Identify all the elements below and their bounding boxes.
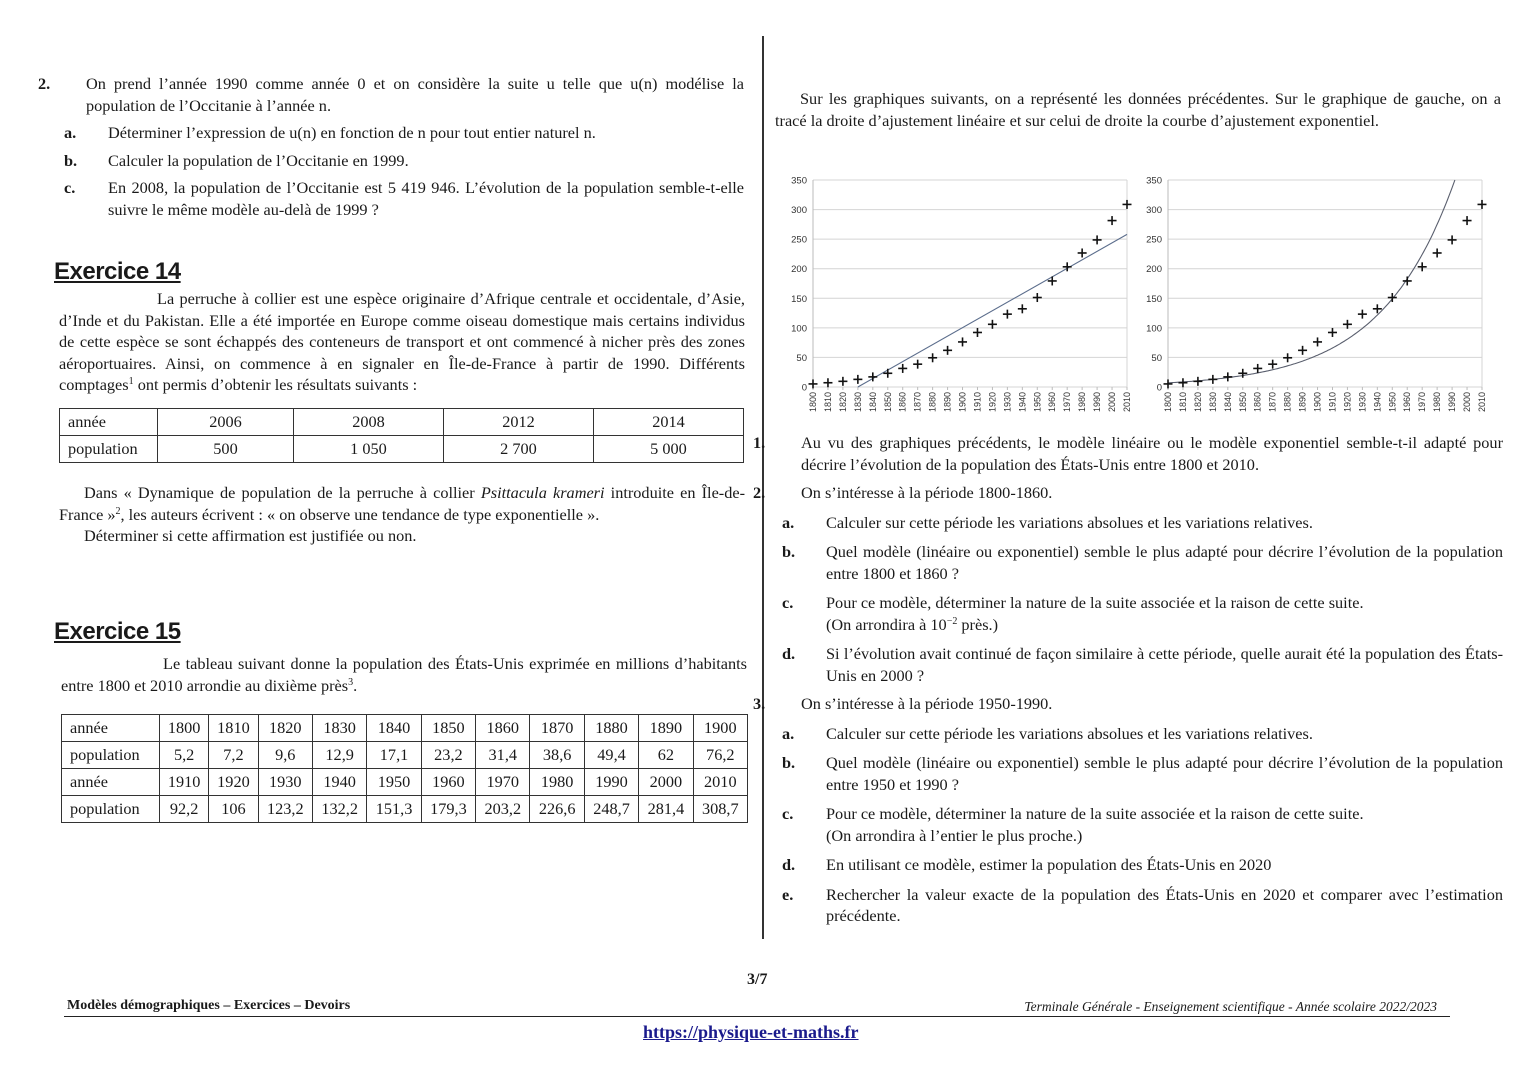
footer-course-info: Terminale Générale - Enseignement scientifique - Année scolaire 2022/2023: [1024, 999, 1437, 1014]
svg-text:2010: 2010: [1477, 392, 1487, 413]
exercise14-intro: La perruche à collier est une espèce originaire d’Afrique centrale et occidentale, d’Asie, d’Inde et du Pakistan. Elle a été importée en Europe comme oiseau domestique mais certains individus de cette espèce se sont échappés des conteneurs de transport et ont commencé à nicher près des zones aéroportuaires. Ainsi, on commence à en signaler en Île-de-France à partir de 1990. Différents comptages$^1$ ont permis d’obtenir les résultats suivants :: [59, 289, 745, 394]
table-cell: 308,7: [693, 796, 747, 823]
svg-text:300: 300: [791, 205, 807, 217]
table-cell: 38,6: [530, 742, 584, 769]
table-cell: 49,4: [584, 742, 638, 769]
svg-text:300: 300: [1146, 205, 1162, 217]
svg-text:50: 50: [1151, 352, 1162, 364]
table-cell: 2000: [639, 769, 693, 796]
table-cell: 1990: [584, 769, 638, 796]
svg-text:1820: 1820: [837, 392, 848, 413]
table-cell: 106: [209, 796, 258, 823]
question-number: 1.: [753, 433, 766, 452]
table-cell: 7,2: [209, 742, 258, 769]
table-row: année 2006 2008 2012 2014: [60, 409, 744, 436]
question-3: 3. On s’intéresse à la période 1950-1990.: [753, 694, 1053, 713]
table-cell: 1960: [421, 769, 475, 796]
table-cell: 1900: [693, 715, 747, 742]
table-cell: 1830: [312, 715, 366, 742]
table-cell: 132,2: [312, 796, 366, 823]
svg-text:150: 150: [791, 293, 807, 305]
svg-text:2010: 2010: [1122, 392, 1132, 413]
table-cell: 1820: [258, 715, 312, 742]
table-cell: 1920: [209, 769, 258, 796]
svg-text:1830: 1830: [1207, 392, 1218, 413]
question-1: 1. Au vu des graphiques précédents, le modèle linéaire ou le modèle exponentiel semble-t-il adapté pour décrire l’évolution de la population des États-Unis entre 1800 et 2010.: [753, 433, 1503, 474]
table-cell: 1810: [209, 715, 258, 742]
footer-divider: [64, 1016, 1450, 1017]
svg-text:1870: 1870: [912, 392, 923, 413]
question-number: 2.: [753, 483, 766, 502]
row-label: année: [62, 769, 160, 796]
sub-question: d. En utilisant ce modèle, estimer la population des États-Unis en 2020: [782, 855, 1272, 874]
table-cell: 1840: [367, 715, 421, 742]
svg-text:1900: 1900: [1312, 392, 1323, 413]
svg-text:50: 50: [796, 352, 807, 364]
exercise14-title: Exercice 14: [54, 258, 181, 285]
footer-document-title: Modèles démographiques – Exercices – Devoirs: [67, 998, 351, 1013]
table-cell: 179,3: [421, 796, 475, 823]
svg-text:1840: 1840: [1222, 392, 1233, 413]
table-cell: 31,4: [476, 742, 530, 769]
svg-text:1910: 1910: [1327, 392, 1338, 413]
svg-text:350: 350: [791, 175, 807, 187]
table-cell: 17,1: [367, 742, 421, 769]
svg-text:1890: 1890: [1297, 392, 1308, 413]
svg-text:1830: 1830: [852, 392, 863, 413]
svg-text:1930: 1930: [1002, 392, 1013, 413]
row-label: année: [62, 715, 160, 742]
table-cell: 203,2: [476, 796, 530, 823]
table-cell: 92,2: [160, 796, 209, 823]
svg-text:1810: 1810: [822, 392, 833, 413]
table-row: [62, 742, 748, 769]
svg-text:1970: 1970: [1062, 392, 1073, 413]
sub-question: d. Si l’évolution avait continué de façon similaire à cette période, quelle aurait été la population des États-Unis en 2000 ?: [782, 644, 1503, 685]
table-cell: 1850: [421, 715, 475, 742]
table-cell: 1970: [476, 769, 530, 796]
svg-text:1960: 1960: [1402, 392, 1413, 413]
linear-fit-chart: [775, 168, 1137, 423]
table-row: [62, 769, 748, 796]
row-label: population: [62, 796, 160, 823]
sub-question: c. Pour ce modèle, déterminer la nature de la suite associée et la raison de cette suite. (On arrondira à $10^{-2}$ près.): [782, 593, 1364, 634]
svg-text:250: 250: [1146, 234, 1162, 246]
table-cell: 281,4: [639, 796, 693, 823]
svg-text:100: 100: [791, 323, 807, 335]
svg-text:250: 250: [791, 234, 807, 246]
us-population-table: [61, 714, 748, 823]
svg-text:1940: 1940: [1017, 392, 1028, 413]
svg-text:1800: 1800: [1163, 392, 1173, 413]
svg-text:1970: 1970: [1417, 392, 1428, 413]
table-row: [62, 715, 748, 742]
svg-text:1860: 1860: [1252, 392, 1263, 413]
exercise15-intro: Le tableau suivant donne la population des États-Unis exprimée en millions d’habitants entre 1800 et 2010 arrondie au dixième près$^3$.: [61, 654, 747, 695]
svg-text:200: 200: [1146, 264, 1162, 276]
svg-text:1880: 1880: [1282, 392, 1293, 413]
charts-intro: Sur les graphiques suivants, on a représenté les données précédentes. Sur le graphique de gauche, on a tracé la droite d’ajustement linéaire et sur celui de droite la courbe d’ajustement exponentiel.: [775, 89, 1501, 130]
table-row: [62, 796, 748, 823]
sub-question: e. Rechercher la valeur exacte de la population des États-Unis en 2020 et comparer avec l’estimation précédente.: [782, 884, 1503, 925]
exercise15-title: Exercice 15: [54, 618, 181, 645]
svg-text:1800: 1800: [808, 392, 818, 413]
question-2: 2. On s’intéresse à la période 1800-1860.: [753, 483, 1053, 502]
sub-question: a. Calculer sur cette période les variations absolues et les variations relatives.: [782, 723, 1313, 743]
svg-text:1950: 1950: [1387, 392, 1398, 413]
question-number: 2.: [38, 74, 51, 93]
exercise14-paragraph: Dans « Dynamique de population de la perruche à collier Psittacula krameri introduite en Île-de-France »$^2$, les auteurs écrivent : « on observe une tendance de type exponentielle ». Déterminer si cette affirmation est justifiée ou non.: [59, 483, 746, 545]
svg-text:1870: 1870: [1267, 392, 1278, 413]
svg-text:1880: 1880: [927, 392, 938, 413]
table-cell: 62: [639, 742, 693, 769]
svg-text:1930: 1930: [1357, 392, 1368, 413]
svg-text:1920: 1920: [987, 392, 998, 413]
svg-text:200: 200: [791, 264, 807, 276]
svg-text:1980: 1980: [1432, 392, 1443, 413]
perruche-table: [59, 408, 744, 463]
svg-text:1980: 1980: [1077, 392, 1088, 413]
svg-text:1920: 1920: [1342, 392, 1353, 413]
svg-text:2000: 2000: [1107, 392, 1118, 413]
table-cell: 1950: [367, 769, 421, 796]
table-cell: 1940: [312, 769, 366, 796]
question-number: 3.: [753, 694, 766, 713]
table-cell: 9,6: [258, 742, 312, 769]
table-cell: 1980: [530, 769, 584, 796]
table-cell: 12,9: [312, 742, 366, 769]
svg-text:350: 350: [1146, 175, 1162, 187]
svg-text:1940: 1940: [1372, 392, 1383, 413]
svg-text:0: 0: [1156, 382, 1162, 394]
table-cell: 151,3: [367, 796, 421, 823]
svg-text:0: 0: [801, 382, 807, 394]
table-cell: 76,2: [693, 742, 747, 769]
svg-text:1820: 1820: [1192, 392, 1203, 413]
table-cell: 123,2: [258, 796, 312, 823]
svg-text:1950: 1950: [1032, 392, 1043, 413]
table-cell: 23,2: [421, 742, 475, 769]
svg-text:1890: 1890: [942, 392, 953, 413]
table-cell: 1860: [476, 715, 530, 742]
sub-question: c. Pour ce modèle, déterminer la nature de la suite associée et la raison de cette suite. (On arrondira à l’entier le plus proche.): [782, 804, 1364, 845]
exponential-fit-chart: [1130, 168, 1492, 423]
exercise13-question-2: 2. On prend l’année 1990 comme année 0 et on considère la suite u telle que u(n) modélise la population de l’Occitanie à l’année n. a. Déterminer l’expression de u(n) en fonction de n pour tout entier naturel n. b. Calculer la population de l’Occitanie en 1999. c. En 2008, la population de l’Occitanie est 5 419 946. L’évolution de la population semble-t-elle suivre le même modèle au-delà de 1999 ?: [38, 74, 744, 219]
exercise15-questions: [753, 432, 1503, 927]
table-cell: 2010: [693, 769, 747, 796]
svg-text:2000: 2000: [1462, 392, 1473, 413]
sub-question: b. Quel modèle (linéaire ou exponentiel) semble le plus adapté pour décrire l’évolution de la population entre 1800 et 1860 ?: [782, 542, 1503, 583]
table-cell: 1890: [639, 715, 693, 742]
table-cell: 1910: [160, 769, 209, 796]
table-cell: 5,2: [160, 742, 209, 769]
svg-text:1850: 1850: [1237, 392, 1248, 413]
svg-text:1910: 1910: [972, 392, 983, 413]
svg-text:1990: 1990: [1447, 392, 1458, 413]
table-cell: 248,7: [584, 796, 638, 823]
table-cell: 1800: [160, 715, 209, 742]
svg-text:1960: 1960: [1047, 392, 1058, 413]
website-link[interactable]: https://physique-et-maths.fr: [643, 1022, 859, 1042]
table-cell: 1930: [258, 769, 312, 796]
svg-text:100: 100: [1146, 323, 1162, 335]
svg-text:1810: 1810: [1177, 392, 1188, 413]
row-label: population: [62, 742, 160, 769]
table-row: population 500 1 050 2 700 5 000: [60, 436, 744, 463]
sub-question: b. Quel modèle (linéaire ou exponentiel) semble le plus adapté pour décrire l’évolution de la population entre 1950 et 1990 ?: [782, 753, 1503, 794]
svg-text:1990: 1990: [1092, 392, 1103, 413]
svg-text:1900: 1900: [957, 392, 968, 413]
svg-text:1860: 1860: [897, 392, 908, 413]
svg-text:1840: 1840: [867, 392, 878, 413]
sub-question: a. Calculer sur cette période les variations absolues et les variations relatives.: [782, 512, 1313, 532]
table-cell: 1870: [530, 715, 584, 742]
svg-text:150: 150: [1146, 293, 1162, 305]
svg-text:1850: 1850: [882, 392, 893, 413]
table-cell: 1880: [584, 715, 638, 742]
table-cell: 226,6: [530, 796, 584, 823]
page-number: 3/7: [747, 971, 768, 988]
